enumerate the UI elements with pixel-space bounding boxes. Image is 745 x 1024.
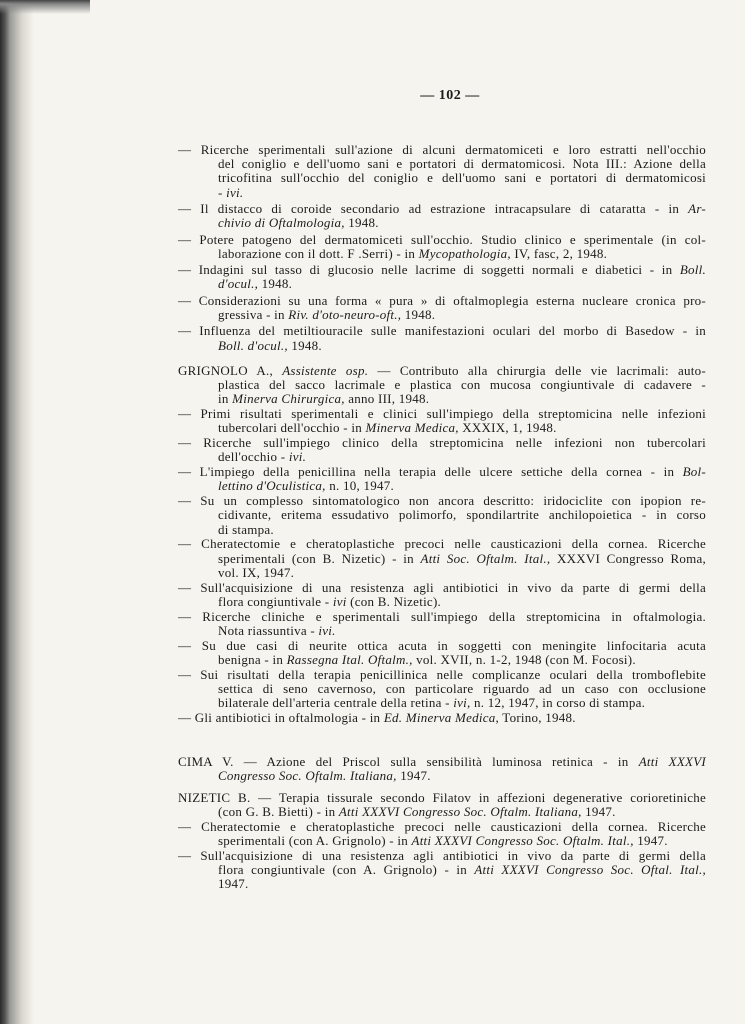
- bibliography-entry: [178, 711, 706, 725]
- bibliography-entry: [178, 143, 706, 200]
- citation-italic-text: Atti XXXVI Congresso Soc. Oftal. Ital.,: [474, 862, 706, 878]
- citation-italic-text: lettino d'Oculistica,: [218, 478, 326, 494]
- entry-line: [178, 263, 706, 277]
- citation-italic-text: ivi: [332, 593, 347, 609]
- entry-line: [178, 277, 706, 291]
- entry-line: [178, 171, 706, 185]
- entry-line: [178, 186, 706, 200]
- citation-text: — Considerazioni su una forma « pura » di oftalmoplegia esterna nucleare cronica pro-: [178, 292, 706, 308]
- citation-text: — Influenza del metiltiouracile sulle manifestazioni oculari del morbo di Basedow - in: [178, 323, 706, 339]
- citation-italic-text: Riv. d'oto-neuro-oft.,: [288, 306, 402, 322]
- citation-text: NIZETIC B. — Terapia tissurale secondo Filatov in affezioni degenerative corioretiniche: [178, 790, 706, 805]
- citation-text: bilaterale dell'arteria centrale della retina -: [218, 695, 454, 711]
- entry-line: [178, 696, 706, 710]
- citation-italic-text: ivi.: [288, 449, 307, 465]
- entry-line: [178, 653, 706, 667]
- entry-line: [178, 668, 706, 682]
- bibliography-entry: [178, 581, 706, 609]
- bibliography-entry: [178, 791, 706, 819]
- citation-text: 1948.: [287, 337, 322, 353]
- citation-italic-text: Atti XXXVI: [638, 754, 706, 769]
- entry-line: [178, 610, 706, 624]
- entry-line: [178, 294, 706, 308]
- citation-text: IV, fasc, 2, 1948.: [510, 245, 608, 261]
- bibliography-entry: [178, 465, 706, 493]
- bibliography-entry: [178, 820, 706, 848]
- section-nizetic-publications: [178, 791, 706, 892]
- entry-line: [178, 537, 706, 551]
- bibliography-entry: [178, 849, 706, 892]
- citation-text: laborazione con il dott. F .Serri) - in: [218, 245, 419, 261]
- entry-line: [178, 682, 706, 696]
- citation-text: — Cheratectomie e cheratoplastiche precoci nelle causticazioni della cornea. Ricerche: [178, 819, 706, 834]
- citation-text: — Ricerche cliniche e sperimentali sull'impiego della streptomicina in oftalmologia.: [178, 608, 706, 624]
- entry-line: [178, 639, 706, 653]
- entry-line: [178, 595, 706, 609]
- citation-text: 1948.: [258, 276, 293, 292]
- entry-line: [178, 791, 706, 805]
- citation-italic-text: chivio di Oftalmologia,: [218, 215, 345, 231]
- citation-text: (con G. B. Bietti) - in: [218, 804, 339, 820]
- citation-text: — Sui risultati della terapia penicillinica nelle complicanze oculari della tromboflebite: [178, 666, 706, 682]
- citation-text: in: [218, 391, 233, 407]
- entry-line: [178, 450, 706, 464]
- entry-line: [178, 479, 706, 493]
- bibliography-entry: [178, 263, 706, 291]
- entry-line: [178, 581, 706, 595]
- citation-text: — Primi risultati sperimentali e clinici sull'impiego della streptomicina nelle infezioni: [178, 406, 706, 422]
- citation-text: -: [218, 184, 227, 200]
- citation-text: gressiva - in: [218, 306, 289, 322]
- entry-line: [178, 143, 706, 157]
- citation-text: settica di seno cavernoso, con particolare riguardo ad un caso con occlusione: [218, 680, 706, 696]
- entry-line: [178, 465, 706, 479]
- entry-line: [178, 324, 706, 338]
- citation-text: — Cheratectomie e cheratoplastiche precoci nelle causticazioni della cornea. Ricerche: [178, 536, 706, 552]
- citation-text: 1948.: [344, 215, 379, 231]
- citation-text: 1947.: [581, 804, 616, 820]
- citation-text: tricofitina sull'occhio del coniglio e dell'uomo sani e portatori di dermatomicosi: [218, 170, 706, 186]
- citation-italic-text: Ar-: [688, 201, 706, 216]
- entry-line: [178, 339, 706, 353]
- citation-text: — Su due casi di neurite ottica acuta in soggetti con meningite linfocitaria acuta: [178, 637, 706, 653]
- entry-line: [178, 202, 706, 216]
- section-cima-publications: [178, 755, 706, 786]
- citation-text: sperimentali (con A. Grignolo) - in: [218, 833, 412, 849]
- citation-text: Nota riassuntiva -: [218, 622, 319, 638]
- citation-text: vol. IX, 1947.: [218, 564, 295, 580]
- bibliography-entry: [178, 436, 706, 464]
- scan-binding-edge: [0, 0, 34, 1024]
- entry-line: [178, 711, 706, 725]
- entry-line: [178, 308, 706, 322]
- entry-line: [178, 508, 706, 522]
- citation-text: n. 12, 1947, in corso di stampa.: [470, 695, 646, 711]
- citation-text: benigna - in: [218, 651, 287, 667]
- bibliography-entry: [178, 755, 706, 783]
- citation-italic-text: Atti XXXVI Congresso Soc. Oftalm. Italiana,: [338, 804, 582, 820]
- citation-text: — Potere patogeno del dermatomiceti sull'occhio. Studio clinico e sperimentale (in col-: [178, 231, 706, 247]
- entry-line: [178, 769, 706, 783]
- bibliography-entry: [178, 202, 706, 230]
- bibliography-entry: [178, 537, 706, 580]
- citation-text: del coniglio e dell'uomo sani e portatori di dermatomicosi. Nota III.: Azione della: [218, 156, 706, 172]
- entry-line: [178, 820, 706, 834]
- citation-text: anno III, 1948.: [344, 391, 430, 407]
- entry-line: [178, 805, 706, 819]
- citation-italic-text: ivi.: [318, 622, 336, 638]
- citation-text: flora congiuntivale -: [218, 593, 333, 609]
- citation-text: — Ricerche sperimentali sull'azione di alcuni dermatomiceti e loro estratti nell'occhio: [178, 142, 706, 157]
- entry-line: [178, 834, 706, 848]
- entry-line: [178, 392, 706, 406]
- citation-text: 1947.: [218, 876, 249, 892]
- entry-line: [178, 364, 706, 378]
- citation-italic-text: Assistente osp.: [282, 363, 369, 378]
- citation-italic-text: Ed. Minerva Medica,: [383, 709, 500, 725]
- citation-text: plastica del sacco lacrimale e plastica con mucosa congiuntivale di cadavere -: [218, 377, 706, 393]
- citation-text: — Su un complesso sintomatologico non ancora descritto: iridociclite con ipopion re-: [178, 493, 706, 509]
- entry-line: [178, 849, 706, 863]
- entry-line: [178, 877, 706, 891]
- citation-text: 1947.: [633, 833, 668, 849]
- citation-text: Torino, 1948.: [499, 709, 576, 725]
- entry-line: [178, 436, 706, 450]
- citation-italic-text: Mycopathologia,: [418, 245, 511, 261]
- citation-italic-text: Minerva Medica,: [365, 420, 459, 436]
- citation-italic-text: Congresso Soc. Oftalm. Italiana,: [218, 768, 397, 784]
- citation-text: 1947.: [396, 768, 431, 784]
- citation-text: — L'impiego della penicillina nella terapia delle ulcere settiche della cornea - in: [178, 464, 683, 480]
- entry-line: [178, 552, 706, 566]
- bibliography-entry: [178, 610, 706, 638]
- citation-text: XXXIX, 1, 1948.: [458, 420, 557, 436]
- entry-line: [178, 863, 706, 877]
- entry-line: [178, 157, 706, 171]
- bibliography-entry: [178, 668, 706, 711]
- citation-italic-text: Minerva Chirurgica,: [232, 391, 345, 407]
- citation-text: GRIGNOLO A.,: [178, 363, 283, 378]
- citation-text: tubercolari dell'occhio - in: [218, 420, 366, 436]
- citation-text: CIMA V. — Azione del Priscol sulla sensibilità luminosa retinica - in: [178, 754, 639, 769]
- citation-text: — Ricerche sull'impiego clinico della streptomicina nelle infezioni non tubercolari: [178, 435, 706, 451]
- citation-text: cidivante, eritema essudativo polimorfo, spondilartrite anchilopoietica - in corso: [218, 507, 706, 523]
- citation-text: — Sull'acquisizione di una resistenza agli antibiotici in vivo da parte di germi della: [178, 848, 706, 863]
- bibliography-entry: [178, 494, 706, 537]
- bibliography-entry: [178, 294, 706, 322]
- citation-text: — Gli antibiotici in oftalmologia - in: [178, 709, 384, 725]
- citation-text: flora congiuntivale (con A. Grignolo) - in: [218, 862, 475, 878]
- bibliography-entry: [178, 407, 706, 435]
- citation-text: — Sull'acquisizione di una resistenza agli antibiotici in vivo da parte di germi della: [178, 579, 706, 595]
- citation-text: XXXVI Congresso Roma,: [550, 550, 706, 566]
- entry-line: [178, 378, 706, 392]
- citation-italic-text: ivi,: [453, 695, 471, 711]
- entry-line: [178, 421, 706, 435]
- citation-italic-text: Boll.: [679, 262, 706, 278]
- citation-text: — Indagini sul tasso di glucosio nelle lacrime di soggetti normali e diabetici - in: [178, 262, 680, 278]
- citation-italic-text: Boll. d'ocul.,: [218, 337, 288, 353]
- citation-text: n. 10, 1947.: [325, 478, 394, 494]
- citation-italic-text: Bol-: [682, 464, 706, 480]
- entry-line: [178, 523, 706, 537]
- citation-text: dell'occhio -: [218, 449, 289, 465]
- scan-top-mark: [0, 0, 90, 14]
- citation-italic-text: ivi.: [226, 184, 244, 200]
- citation-text: vol. XVII, n. 1-2, 1948 (con M. Focosi).: [412, 651, 636, 667]
- bibliography-entry: [178, 364, 706, 407]
- citation-text: — Il distacco di coroide secondario ad estrazione intracapsulare di cataratta - in: [178, 201, 689, 216]
- citation-text: (con B. Nizetic).: [346, 593, 442, 609]
- citation-text: — Contributo alla chirurgia delle vie lacrimali: auto-: [368, 363, 707, 378]
- citation-italic-text: Atti XXXVI Congresso Soc. Oftalm. Ital.,: [411, 833, 634, 849]
- citation-italic-text: d'ocul.,: [218, 276, 259, 292]
- bibliography-entry: [178, 233, 706, 261]
- bibliography-entry: [178, 324, 706, 352]
- entry-line: [178, 624, 706, 638]
- citation-italic-text: Rassegna Ital. Oftalm.,: [286, 651, 413, 667]
- citation-italic-text: Atti Soc. Oftalm. Ital.,: [420, 550, 551, 566]
- citation-text: sperimentali (con B. Nizetic) - in: [218, 550, 421, 566]
- citation-text: di stampa.: [218, 521, 274, 537]
- page-number: — 102 —: [420, 88, 480, 103]
- citation-text: 1948.: [401, 306, 436, 322]
- section-grignolo-publications: [178, 364, 706, 726]
- entry-line: [178, 407, 706, 421]
- entry-line: [178, 247, 706, 261]
- entry-line: [178, 494, 706, 508]
- entry-line: [178, 566, 706, 580]
- entry-line: [178, 755, 706, 769]
- section-unnamed-author-publications: [178, 143, 706, 355]
- entry-line: [178, 216, 706, 230]
- bibliography-entry: [178, 639, 706, 667]
- entry-line: [178, 233, 706, 247]
